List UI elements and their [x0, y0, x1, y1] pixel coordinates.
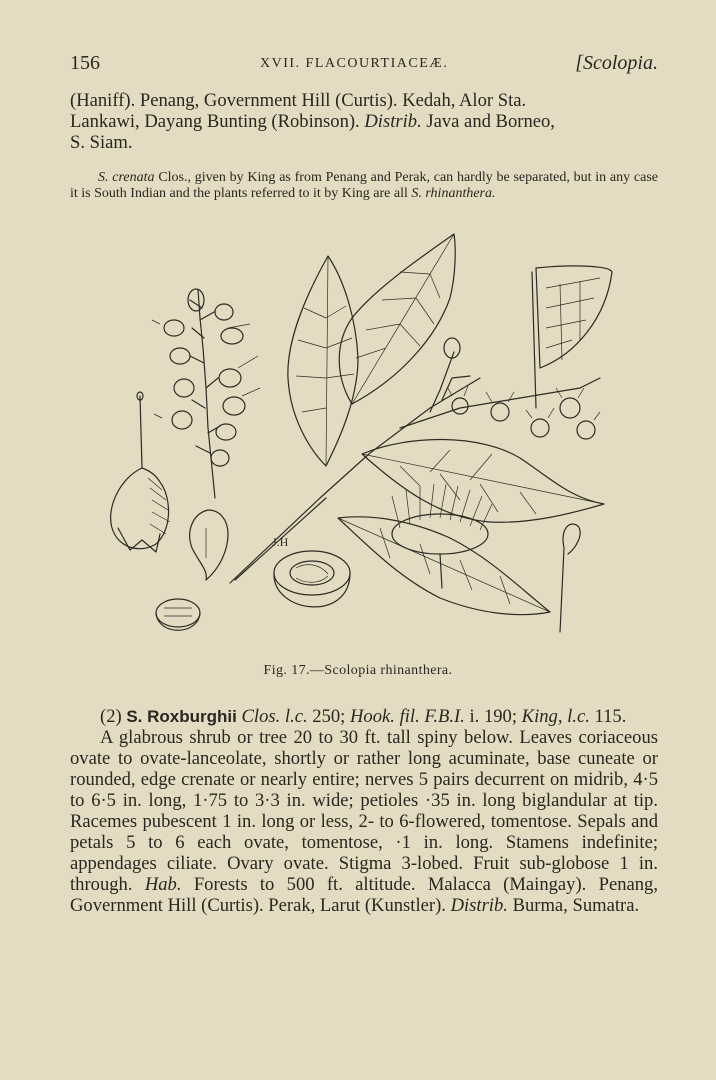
top-paragraph	[70, 90, 658, 153]
fruit-with-style-drawing	[111, 392, 170, 552]
crenata-note	[70, 170, 658, 201]
chapter-title: XVII. FLACOURTIACEÆ.	[260, 56, 449, 71]
botanical-illustration	[100, 228, 620, 653]
stamen-drawing	[560, 524, 580, 632]
fruit-section-drawing	[156, 599, 200, 630]
species-heading: (2) S. Roxburghii Clos. l.c. 250; Hook. fil. F.B.I. i. 190; King, l.c. 115.	[100, 706, 627, 727]
note-species-2: S. rhinanthera.	[411, 185, 496, 201]
genus-header: [Scolopia.	[575, 52, 658, 74]
species-entry	[70, 706, 658, 916]
cut-fruit-drawing	[274, 551, 350, 607]
top-line-3: S. Siam.	[70, 132, 133, 153]
species-description: A glabrous shrub or tree 20 to 30 ft. tall spiny below. Leaves coriaceous ovate to ovate-lanceolate, shortly or rather long acuminate, base cuneate or rounded, edge crenate or nearly entire; nerves 5 pairs decurrent on midrib, 4·5 to 6·5 in. long, 1·75 to 3·3 in. wide; petioles ·35 in. long biglandular at tip. Racemes pubescent 1 in. long or less, 2- to 6-flowered, tomentose. Sepals and petals 5 to 6 each ovate, tomentose, ·1 in. long. Stamens indefinite; appendages ciliate. Ovary ovate. Stigma 3-lobed. Fruit sub-globose 1 in. through. Hab. Forests to 500 ft. altitude. Malacca (Maingay). Penang, Government Hill (Curtis). Perak, Larut (Kunstler). Distrib. Burma, Sumatra.	[70, 727, 659, 916]
top-line-2: Lankawi, Dayang Bunting (Robinson). Distrib. Java and Borneo,	[70, 111, 555, 132]
page-number: 156	[70, 52, 100, 74]
artist-initials: J.H	[272, 535, 289, 549]
figure-caption: Fig. 17.—Scolopia rhinanthera.	[263, 663, 453, 678]
seed-drawing	[190, 510, 228, 580]
top-line-1: (Haniff). Penang, Government Hill (Curtis). Kedah, Alor Sta.	[70, 90, 527, 111]
note-species: S. crenata	[98, 170, 155, 185]
running-header	[70, 52, 658, 76]
leaf-detail-drawing	[532, 266, 612, 408]
note-text: Clos., given by King as from Penang and Perak, can hardly be separated, but in any case it is South Indian and the plants referred to it by King are all	[70, 170, 659, 201]
fruiting-raceme-drawing	[152, 289, 260, 498]
species-name: S. Roxburghii	[126, 707, 237, 726]
